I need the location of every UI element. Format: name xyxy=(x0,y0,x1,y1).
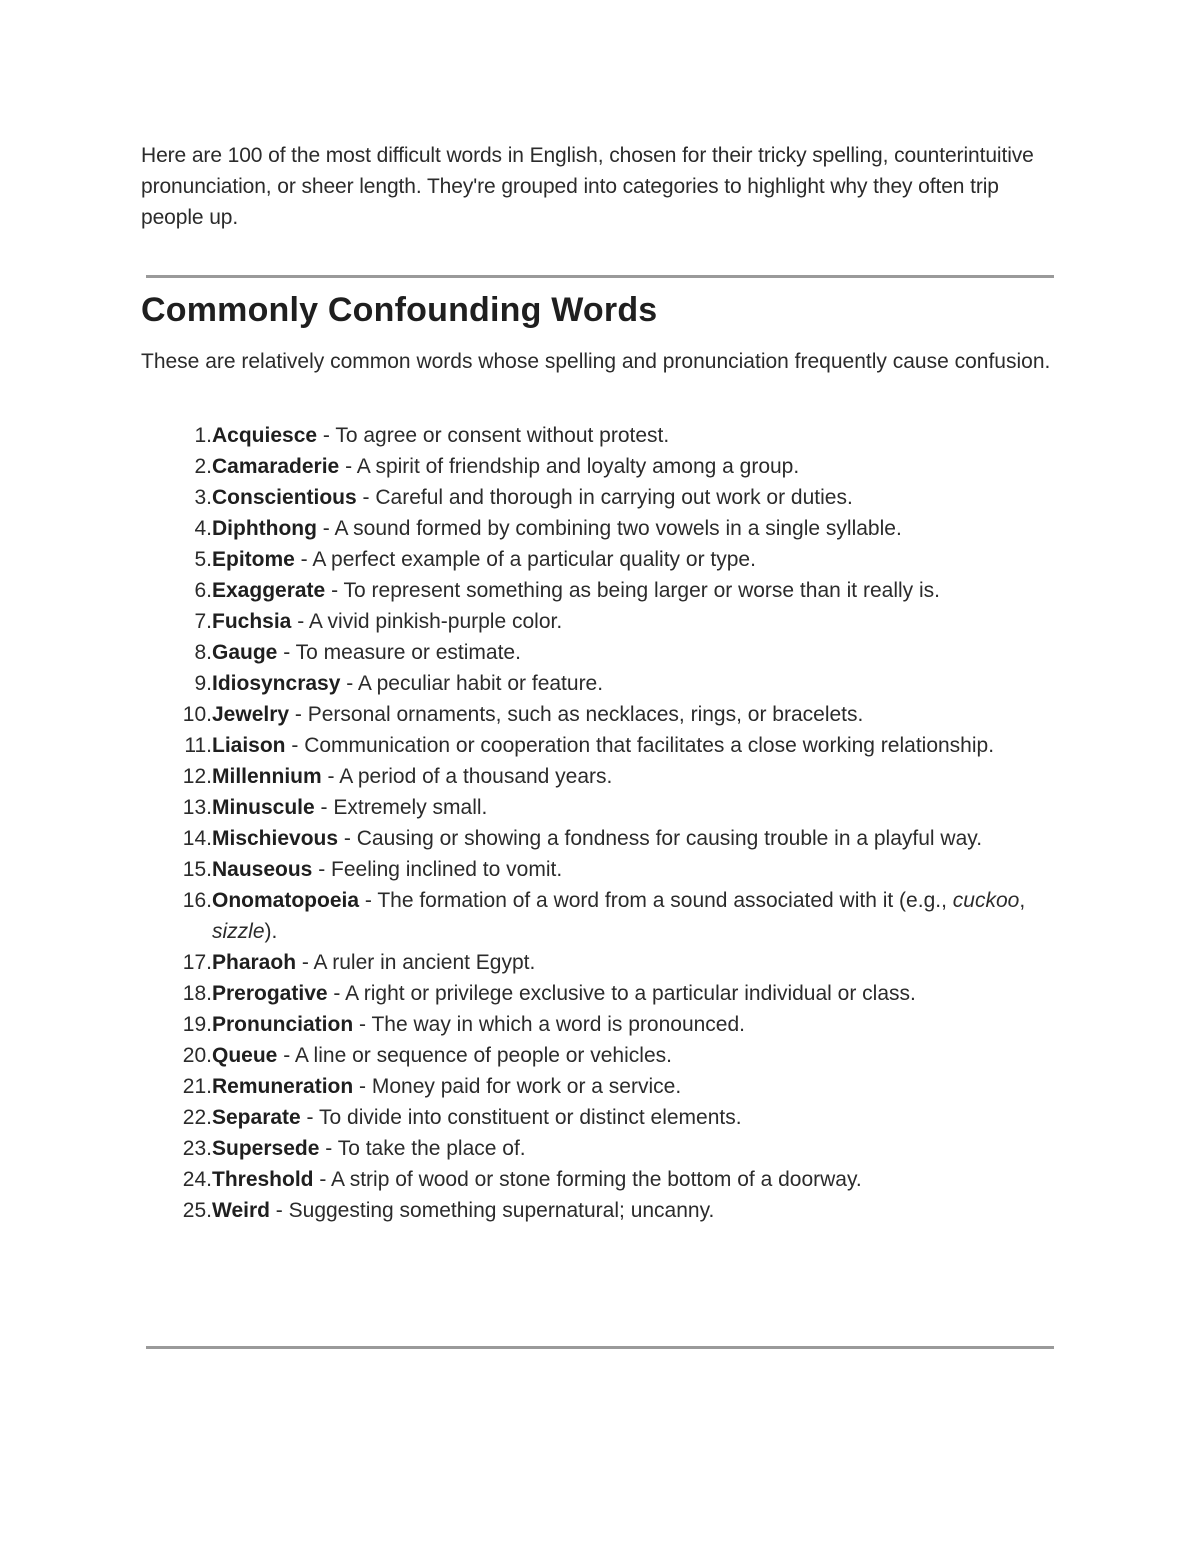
item-term: Liaison xyxy=(212,734,286,757)
item-definition: A spirit of friendship and loyalty among a group. xyxy=(356,455,800,478)
word-list xyxy=(141,420,1061,1226)
item-separator: - xyxy=(291,610,309,633)
item-term: Exaggerate xyxy=(212,579,326,602)
item-term: Supersede xyxy=(212,1137,320,1160)
item-definition: A right or privilege exclusive to a particular individual or class. xyxy=(345,982,916,1005)
item-definition: A period of a thousand years. xyxy=(339,765,613,788)
list-item xyxy=(141,1133,1061,1164)
item-number: 18. xyxy=(182,982,212,1005)
item-separator: - xyxy=(312,858,332,881)
item-term: Diphthong xyxy=(212,517,317,540)
item-definition: Money paid for work or a service. xyxy=(371,1075,682,1098)
list-item xyxy=(141,668,1061,699)
item-number: 6. xyxy=(194,579,212,602)
item-term: Onomatopoeia xyxy=(212,889,360,912)
item-definition: A peculiar habit or feature. xyxy=(357,672,604,695)
item-number: 22. xyxy=(182,1106,212,1129)
item-term: Fuchsia xyxy=(212,610,292,633)
item-number: 7. xyxy=(194,610,212,633)
item-separator: - xyxy=(338,827,357,850)
item-separator: - xyxy=(327,982,346,1005)
item-number: 10. xyxy=(182,703,212,726)
item-term: Epitome xyxy=(212,548,295,571)
list-item xyxy=(141,1195,1061,1226)
item-definition: To measure or estimate. xyxy=(295,641,521,664)
section-heading: Commonly Confounding Words xyxy=(141,291,658,329)
item-definition: Feeling inclined to vomit. xyxy=(331,858,563,881)
list-item xyxy=(141,730,1061,761)
item-term: Threshold xyxy=(212,1168,314,1191)
item-term: Conscientious xyxy=(212,486,357,509)
item-separator: - xyxy=(339,455,357,478)
horizontal-rule-bottom xyxy=(146,1346,1054,1349)
item-term: Jewelry xyxy=(212,703,290,726)
list-item xyxy=(141,637,1061,668)
item-number: 15. xyxy=(182,858,212,881)
item-term: Remuneration xyxy=(212,1075,354,1098)
item-separator: - xyxy=(340,672,358,695)
item-definition-mid: , xyxy=(1019,889,1026,912)
item-definition: Extremely small. xyxy=(333,796,488,819)
item-definition: Communication or cooperation that facilitates a close working relationship. xyxy=(304,734,995,757)
item-definition: A line or sequence of people or vehicles. xyxy=(294,1044,672,1067)
item-separator: - xyxy=(319,1137,338,1160)
item-separator: - xyxy=(285,734,305,757)
item-separator: - xyxy=(356,486,376,509)
list-item xyxy=(141,420,1061,451)
list-item xyxy=(141,823,1061,854)
item-separator: - xyxy=(321,765,340,788)
list-item xyxy=(141,947,1061,978)
item-term: Camaraderie xyxy=(212,455,340,478)
item-example: sizzle xyxy=(212,920,265,943)
item-term: Minuscule xyxy=(212,796,315,819)
item-number: 8. xyxy=(194,641,212,664)
item-separator: - xyxy=(300,1106,320,1129)
list-item xyxy=(141,885,1061,947)
item-number: 12. xyxy=(182,765,212,788)
item-number: 16. xyxy=(182,889,212,912)
item-definition: The formation of a word from a sound associated with it (e.g., xyxy=(377,889,953,912)
item-term: Acquiesce xyxy=(212,424,318,447)
item-separator: - xyxy=(277,1044,295,1067)
item-number: 23. xyxy=(182,1137,212,1160)
item-term: Pronunciation xyxy=(212,1013,354,1036)
item-definition: Suggesting something supernatural; uncanny. xyxy=(288,1199,715,1222)
item-definition: A sound formed by combining two vowels in a single syllable. xyxy=(334,517,902,540)
list-item xyxy=(141,1164,1061,1195)
list-item xyxy=(141,451,1061,482)
item-definition: To divide into constituent or distinct elements. xyxy=(319,1106,742,1129)
item-definition-end: ). xyxy=(264,920,278,943)
item-term: Separate xyxy=(212,1106,301,1129)
item-separator: - xyxy=(313,1168,332,1191)
item-definition: A ruler in ancient Egypt. xyxy=(313,951,536,974)
item-term: Millennium xyxy=(212,765,322,788)
list-item xyxy=(141,854,1061,885)
item-number: 21. xyxy=(182,1075,212,1098)
item-definition: Personal ornaments, such as necklaces, rings, or bracelets. xyxy=(307,703,864,726)
item-number: 9. xyxy=(194,672,212,695)
item-number: 3. xyxy=(194,486,212,509)
item-separator: - xyxy=(317,424,336,447)
section-description: These are relatively common words whose spelling and pronunciation frequently cause confusion. xyxy=(141,350,1051,373)
item-separator: - xyxy=(353,1075,372,1098)
item-term: Mischievous xyxy=(212,827,339,850)
item-number: 11. xyxy=(184,734,212,757)
item-separator: - xyxy=(325,579,344,602)
item-separator: - xyxy=(359,889,378,912)
horizontal-rule-top xyxy=(146,275,1054,278)
item-number: 19. xyxy=(182,1013,212,1036)
item-term: Idiosyncrasy xyxy=(212,672,341,695)
item-definition: The way in which a word is pronounced. xyxy=(371,1013,745,1036)
item-term: Prerogative xyxy=(212,982,328,1005)
item-number: 13. xyxy=(182,796,212,819)
item-number: 5. xyxy=(194,548,212,571)
item-definition: To represent something as being larger or worse than it really is. xyxy=(343,579,940,602)
item-number: 20. xyxy=(182,1044,212,1067)
item-number: 17. xyxy=(182,951,212,974)
list-item xyxy=(141,1071,1061,1102)
item-separator: - xyxy=(296,951,314,974)
list-item xyxy=(141,544,1061,575)
intro-paragraph: Here are 100 of the most difficult words in English, chosen for their tricky spelling, counterintuitive pronunciation, or sheer length. They're grouped into categories to highlight why they often trip people up. xyxy=(141,144,1034,229)
list-item xyxy=(141,978,1061,1009)
item-definition: Careful and thorough in carrying out work or duties. xyxy=(375,486,853,509)
item-separator: - xyxy=(353,1013,372,1036)
item-term: Weird xyxy=(212,1199,270,1222)
item-definition: Causing or showing a fondness for causing trouble in a playful way. xyxy=(356,827,983,850)
list-item xyxy=(141,792,1061,823)
item-number: 14. xyxy=(182,827,212,850)
item-definition: A vivid pinkish-purple color. xyxy=(308,610,563,633)
item-separator: - xyxy=(316,517,335,540)
item-term: Pharaoh xyxy=(212,951,297,974)
item-separator: - xyxy=(289,703,308,726)
list-item xyxy=(141,575,1061,606)
list-item xyxy=(141,761,1061,792)
item-number: 2. xyxy=(194,455,212,478)
list-item xyxy=(141,1009,1061,1040)
item-separator: - xyxy=(277,641,296,664)
list-item xyxy=(141,513,1061,544)
list-item xyxy=(141,606,1061,637)
item-definition: To take the place of. xyxy=(337,1137,526,1160)
item-number: 25. xyxy=(182,1199,212,1222)
list-item xyxy=(141,1040,1061,1071)
document-page xyxy=(141,140,1061,233)
item-definition: To agree or consent without protest. xyxy=(335,424,670,447)
item-number: 4. xyxy=(194,517,212,540)
item-separator: - xyxy=(294,548,313,571)
list-item xyxy=(141,482,1061,513)
list-item xyxy=(141,699,1061,730)
item-term: Gauge xyxy=(212,641,278,664)
item-separator: - xyxy=(314,796,334,819)
item-term: Nauseous xyxy=(212,858,313,881)
item-example: cuckoo xyxy=(952,889,1020,912)
item-definition: A strip of wood or stone forming the bottom of a doorway. xyxy=(331,1168,862,1191)
item-number: 24. xyxy=(182,1168,212,1191)
item-separator: - xyxy=(269,1199,289,1222)
item-number: 1. xyxy=(194,424,212,447)
item-definition: A perfect example of a particular quality or type. xyxy=(312,548,756,571)
list-item xyxy=(141,1102,1061,1133)
item-term: Queue xyxy=(212,1044,278,1067)
